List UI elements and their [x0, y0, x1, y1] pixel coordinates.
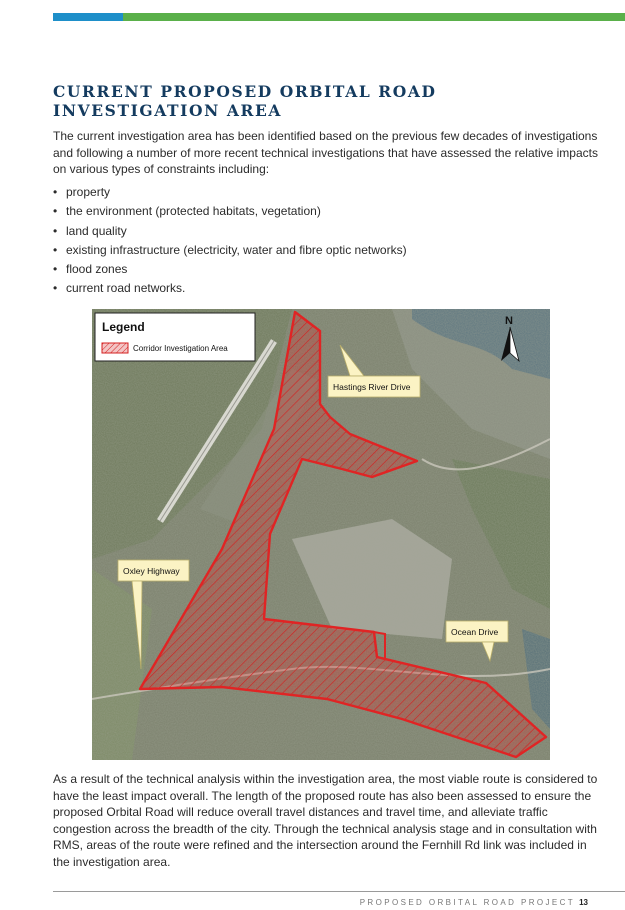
list-item: • flood zones — [53, 260, 598, 279]
list-item: • existing infrastructure (electricity, water and fibre optic networks) — [53, 241, 598, 260]
legend-title: Legend — [102, 320, 145, 334]
callout-label: Oxley Highway — [123, 566, 180, 576]
header-bar-green — [123, 13, 625, 21]
legend-swatch — [102, 343, 128, 353]
page-title-line-1: CURRENT PROPOSED ORBITAL ROAD — [53, 82, 437, 101]
page-title — [53, 82, 473, 120]
body-paragraph: As a result of the technical analysis within the investigation area, the most viable route is considered to have the least impact overall. The length of the proposed route has also been assessed to ensure the proposed Orbital Road will reduce overall travel distances and travel time, and alleviate traffic congestion across the breadth of the city. Through the technical analysis stage and in consultation with RMS, areas of the route were refined and the intersection around the Fernhill Rd link was included in the investigation area. — [53, 772, 598, 869]
callout-label: Ocean Drive — [451, 627, 499, 637]
constraints-list — [53, 183, 598, 299]
page-title-line-2: INVESTIGATION AREA — [53, 101, 283, 120]
header-bar-blue — [53, 13, 123, 21]
list-item: • the environment (protected habitats, vegetation) — [53, 202, 598, 221]
legend-item-label: Corridor Investigation Area — [133, 344, 228, 353]
list-item: • property — [53, 183, 598, 202]
page-number: 13 — [579, 898, 588, 907]
header-color-bar — [53, 13, 625, 21]
investigation-area-map — [92, 309, 550, 760]
north-label: N — [505, 315, 513, 327]
list-item: • current road networks. — [53, 279, 598, 298]
footer-project-title: PROPOSED ORBITAL ROAD PROJECT — [359, 898, 576, 907]
map-legend — [95, 313, 255, 361]
list-item: • land quality — [53, 222, 598, 241]
callout-label: Hastings River Drive — [333, 382, 411, 392]
page-footer — [360, 898, 588, 910]
intro-paragraph: The current investigation area has been identified based on the previous few decades of investigations and following a number of more recent technical investigations that have assessed the relative impacts on various types of constraints including: — [53, 129, 598, 176]
footer-divider — [53, 891, 625, 892]
